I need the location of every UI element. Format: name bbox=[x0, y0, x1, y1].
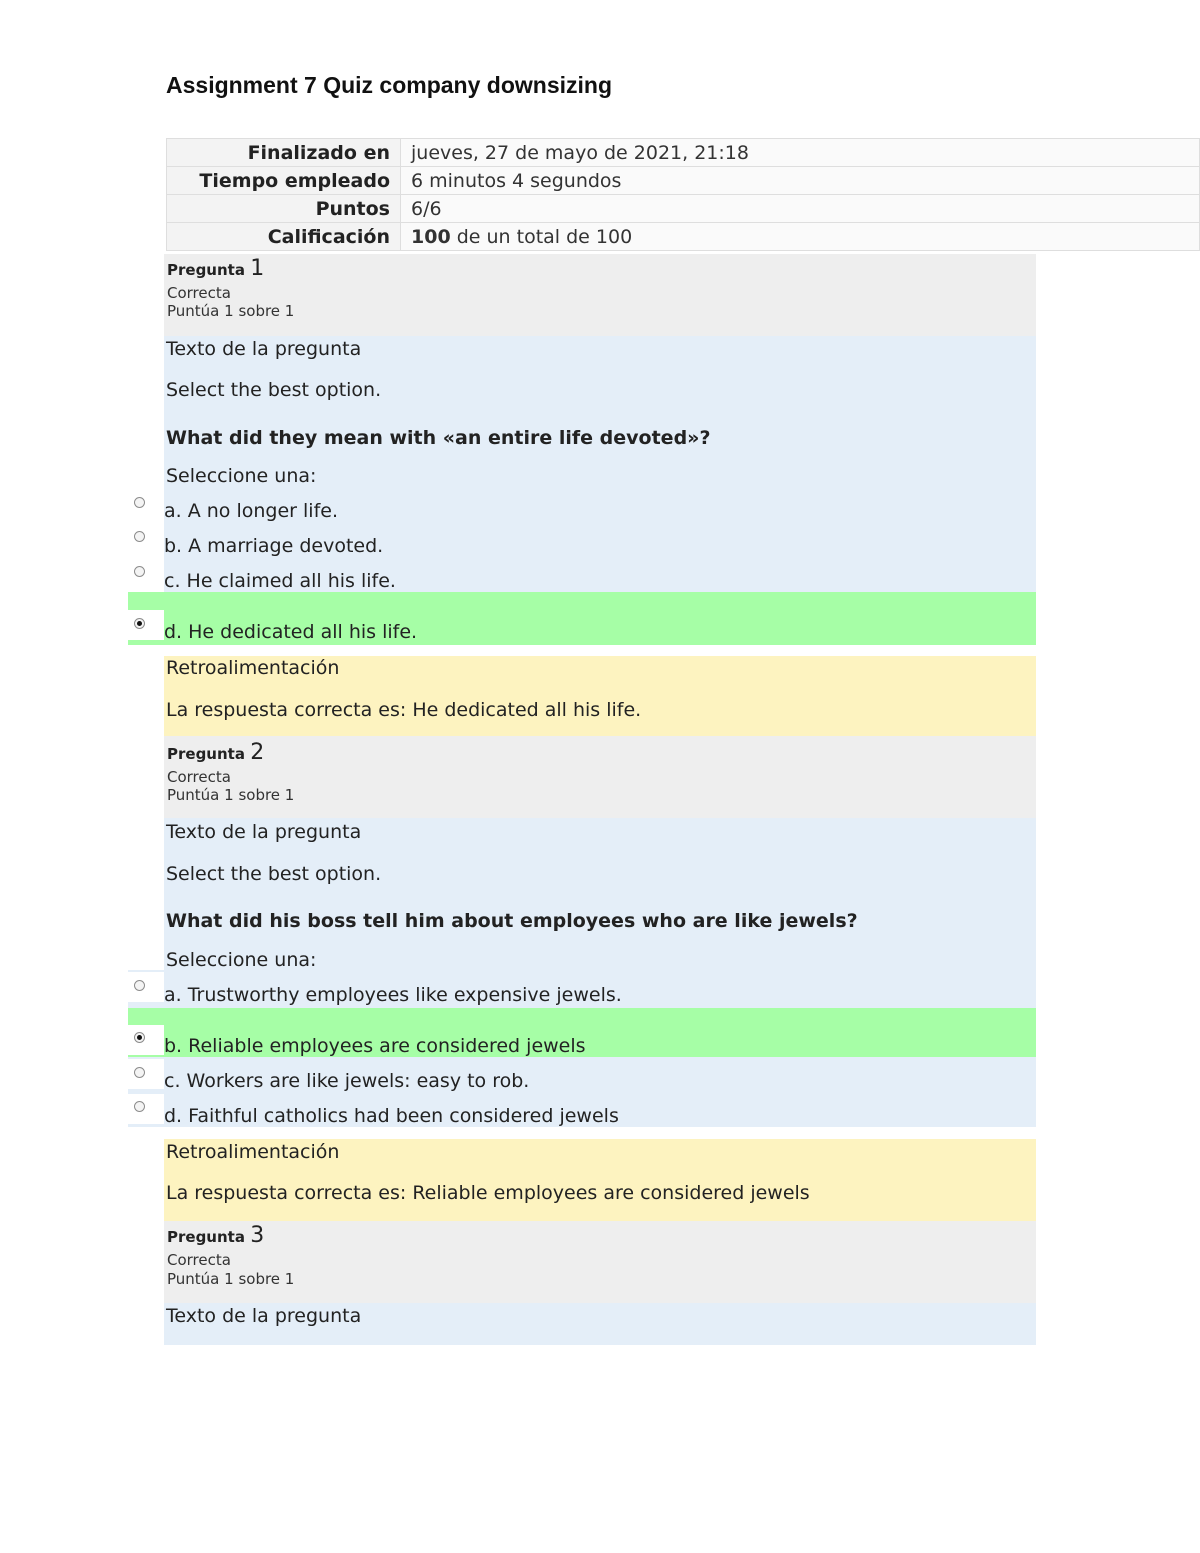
summary-row-points bbox=[167, 195, 1200, 223]
question-2-status: Correcta bbox=[167, 768, 231, 786]
question-2-score: Puntúa 1 sobre 1 bbox=[167, 786, 295, 804]
summary-row-grade bbox=[167, 223, 1200, 251]
question-3-status: Correcta bbox=[167, 1251, 231, 1269]
time-label: Tiempo empleado bbox=[167, 167, 401, 195]
question-1-label: Pregunta 1 bbox=[167, 256, 265, 281]
question-3-label: Pregunta 3 bbox=[167, 1223, 265, 1248]
question-2-instruction: Select the best option. bbox=[166, 863, 382, 885]
grade-score: 100 bbox=[411, 225, 451, 248]
question-2-label: Pregunta 2 bbox=[167, 740, 265, 765]
question-2-text-heading: Texto de la pregunta bbox=[166, 821, 362, 843]
question-1-feedback-heading: Retroalimentación bbox=[166, 657, 340, 679]
points-label: Puntos bbox=[167, 195, 401, 223]
question-2-option-d[interactable]: d. Faithful catholics had been considered jewels bbox=[164, 1105, 619, 1127]
question-2-radio-d[interactable] bbox=[134, 1101, 145, 1112]
question-2-feedback-heading: Retroalimentación bbox=[166, 1141, 340, 1163]
attempt-summary-table bbox=[166, 138, 1200, 251]
question-1-option-c[interactable]: c. He claimed all his life. bbox=[164, 570, 396, 592]
question-3-number: 3 bbox=[250, 1223, 265, 1248]
summary-row-time bbox=[167, 167, 1200, 195]
question-1-option-d[interactable]: d. He dedicated all his life. bbox=[164, 621, 418, 643]
question-3-text-heading: Texto de la pregunta bbox=[166, 1305, 362, 1327]
question-1-select-label: Seleccione una: bbox=[166, 465, 317, 487]
question-1-prompt: What did they mean with «an entire life devoted»? bbox=[166, 427, 711, 449]
question-2-radio-cell-d bbox=[128, 1094, 164, 1124]
question-2-radio-a[interactable] bbox=[134, 980, 145, 991]
question-1-radio-cell-b bbox=[128, 524, 164, 554]
question-1-text-heading: Texto de la pregunta bbox=[166, 338, 362, 360]
question-2-option-c[interactable]: c. Workers are like jewels: easy to rob. bbox=[164, 1070, 530, 1092]
question-1-info-panel bbox=[164, 254, 1036, 336]
summary-row-finished bbox=[167, 139, 1200, 167]
question-2-number: 2 bbox=[250, 740, 265, 765]
question-2-option-a[interactable]: a. Trustworthy employees like expensive jewels. bbox=[164, 984, 622, 1006]
question-2-select-label: Seleccione una: bbox=[166, 949, 317, 971]
finished-value: jueves, 27 de mayo de 2021, 21:18 bbox=[401, 139, 1200, 167]
question-2-radio-b-selected[interactable] bbox=[134, 1032, 145, 1043]
question-1-status: Correcta bbox=[167, 284, 231, 302]
question-1-feedback-text: La respuesta correcta es: He dedicated all his life. bbox=[166, 699, 642, 721]
question-3-info-panel bbox=[164, 1221, 1036, 1303]
page-title: Assignment 7 Quiz company downsizing bbox=[166, 72, 612, 98]
question-1-radio-b[interactable] bbox=[134, 531, 145, 542]
question-1-radio-a[interactable] bbox=[134, 497, 145, 508]
question-1-radio-cell-c bbox=[128, 559, 164, 589]
question-1-radio-d-selected[interactable] bbox=[134, 618, 145, 629]
question-1-option-b[interactable]: b. A marriage devoted. bbox=[164, 535, 384, 557]
question-1-instruction: Select the best option. bbox=[166, 379, 382, 401]
question-1-option-a[interactable]: a. A no longer life. bbox=[164, 500, 338, 522]
question-2-option-b[interactable]: b. Reliable employees are considered jewels bbox=[164, 1035, 586, 1057]
question-2-radio-cell-b bbox=[128, 1025, 164, 1055]
question-2-feedback-text: La respuesta correcta es: Reliable employees are considered jewels bbox=[166, 1182, 810, 1204]
grade-total: de un total de 100 bbox=[450, 225, 633, 248]
finished-label: Finalizado en bbox=[167, 139, 401, 167]
question-1-number: 1 bbox=[250, 256, 265, 281]
grade-label: Calificación bbox=[167, 223, 401, 251]
points-value: 6/6 bbox=[401, 195, 1200, 223]
question-1-score: Puntúa 1 sobre 1 bbox=[167, 302, 295, 320]
question-2-radio-c[interactable] bbox=[134, 1067, 145, 1078]
question-2-prompt: What did his boss tell him about employees who are like jewels? bbox=[166, 910, 858, 932]
time-value: 6 minutos 4 segundos bbox=[401, 167, 1200, 195]
question-1-radio-c[interactable] bbox=[134, 566, 145, 577]
question-3-score: Puntúa 1 sobre 1 bbox=[167, 1270, 295, 1288]
question-2-info-panel bbox=[164, 736, 1036, 818]
grade-value bbox=[401, 223, 1200, 251]
